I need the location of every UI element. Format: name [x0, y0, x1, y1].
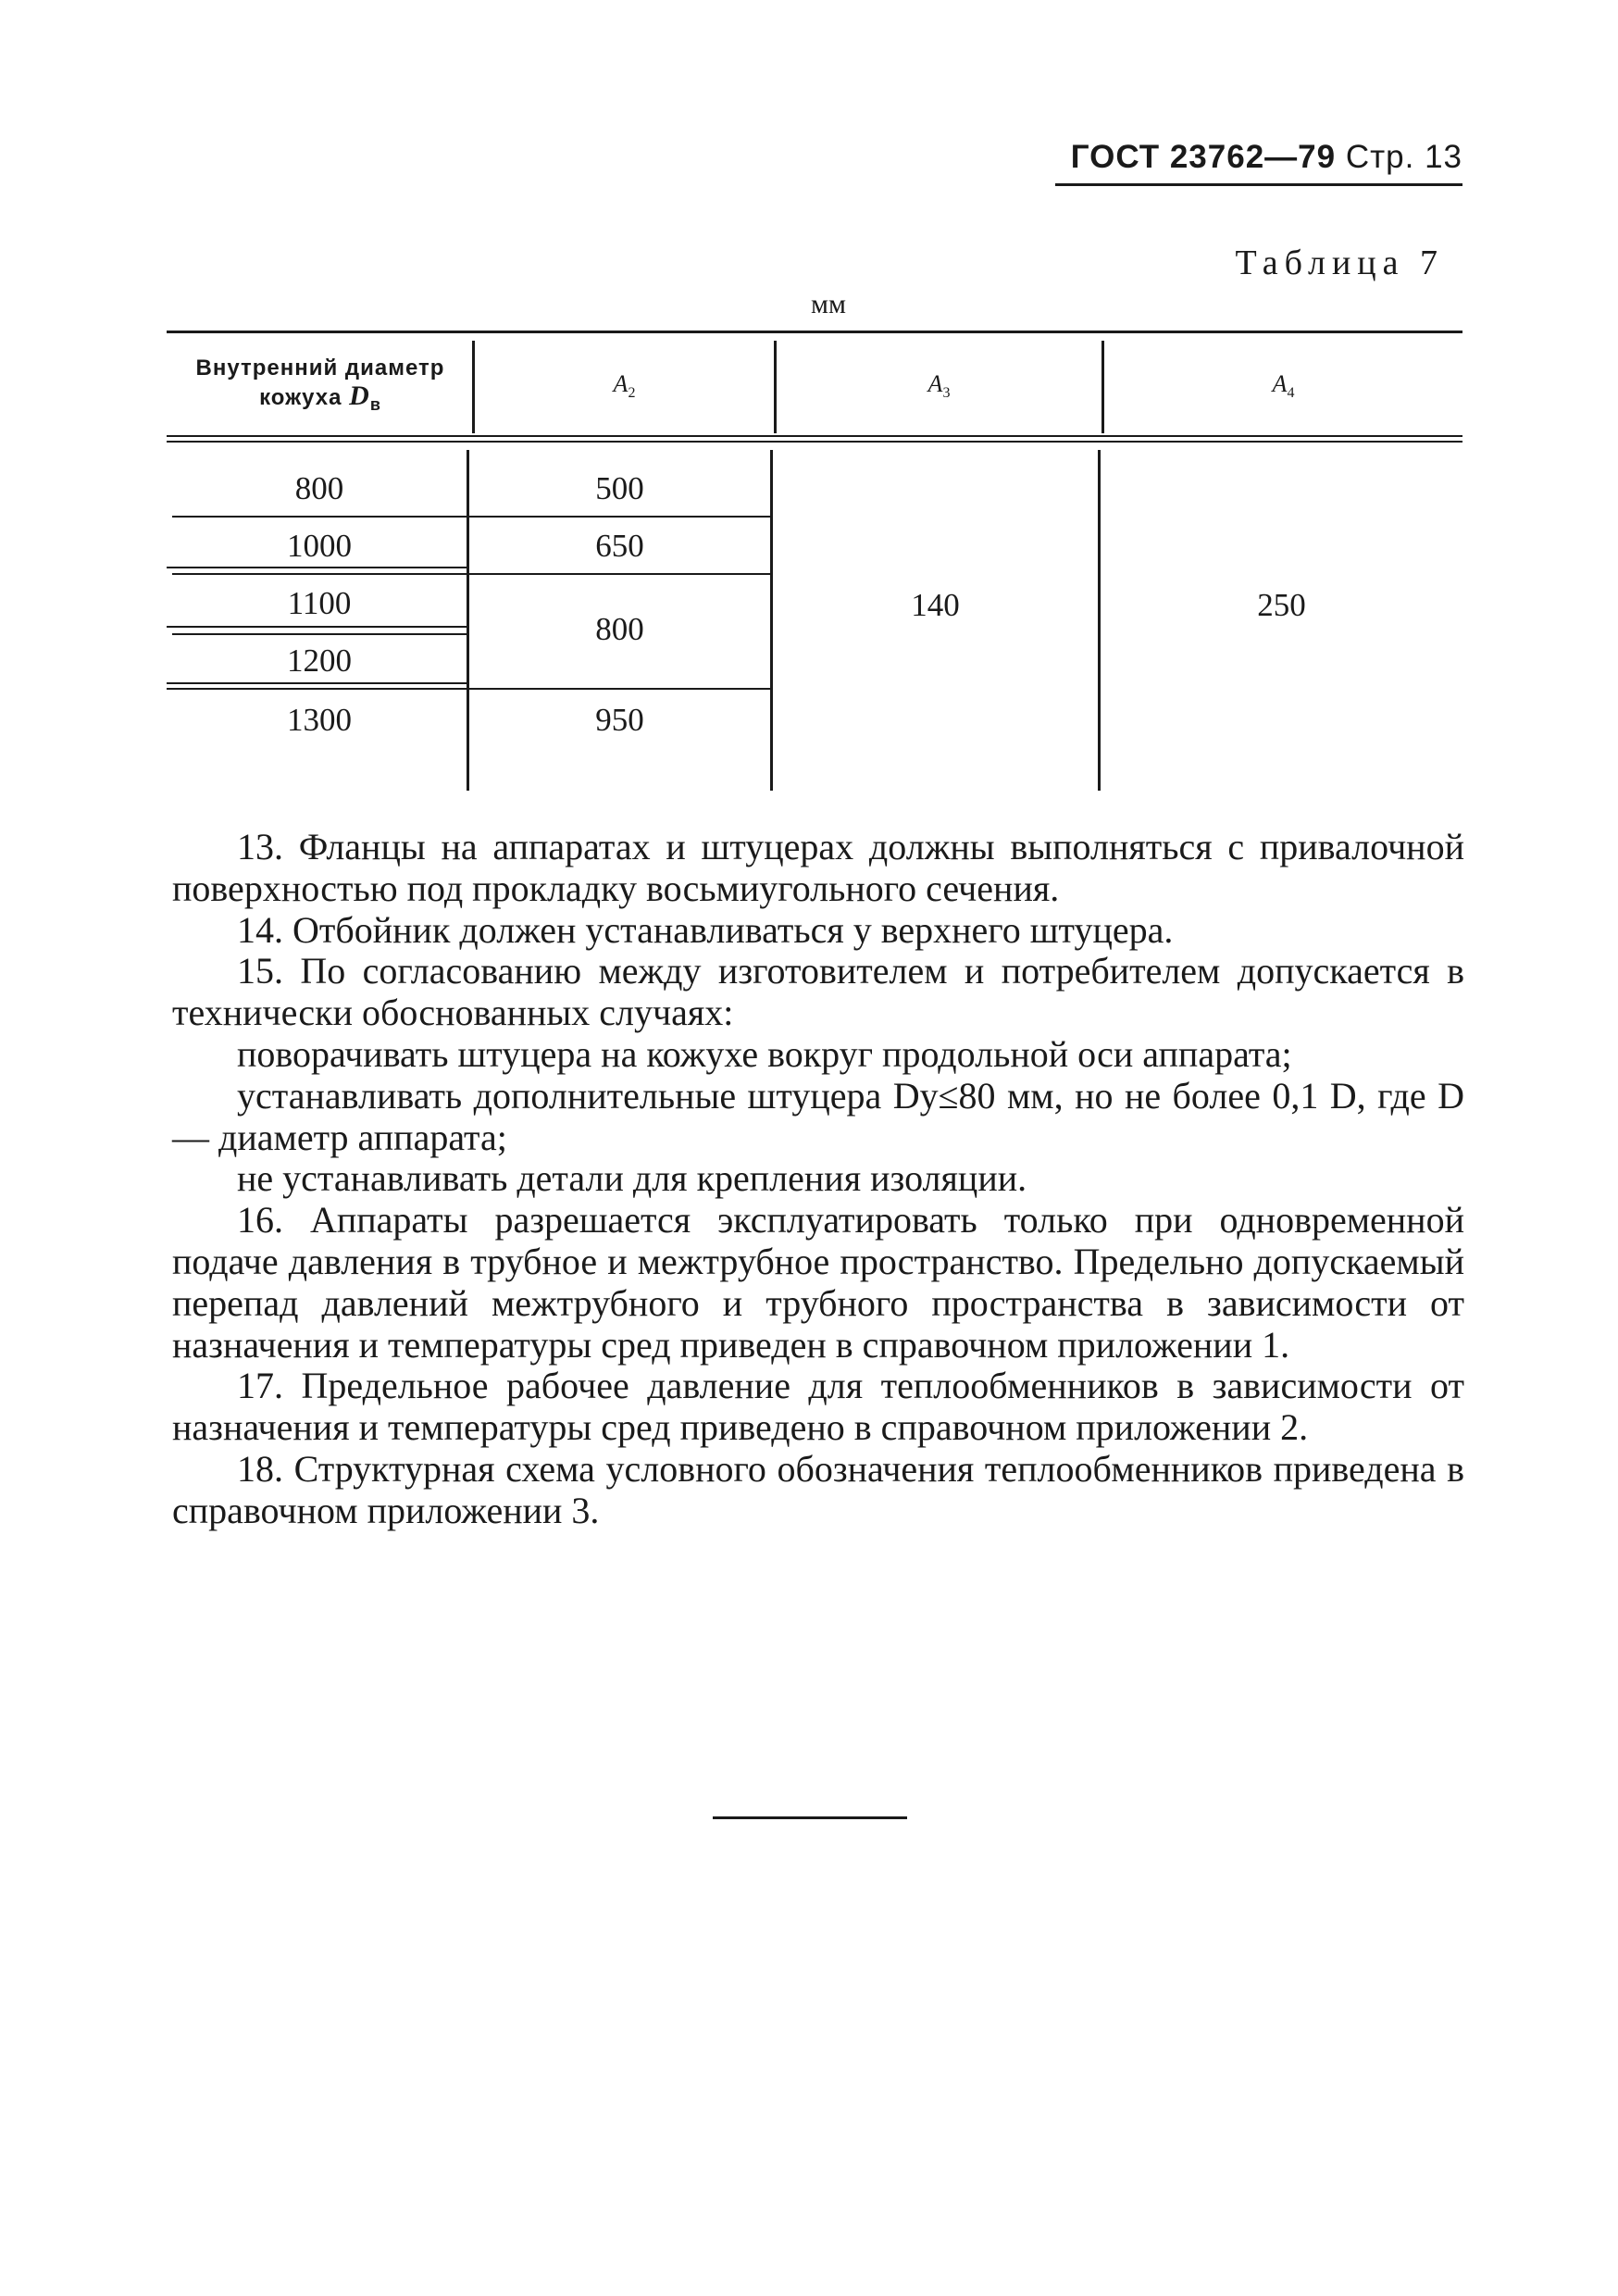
a2-cell: 500 — [595, 470, 644, 506]
row-rule — [469, 688, 770, 690]
header-diameter-symbol: D — [349, 381, 370, 411]
header-rule-2 — [167, 441, 1462, 443]
header-diameter-line2 — [172, 382, 468, 418]
row-rule — [167, 688, 467, 690]
a4-cell: 250 — [1257, 587, 1306, 623]
row-rule — [469, 573, 770, 575]
paragraph-15-item-2: устанавливать дополнительные штуцера Dу≤80 мм, но не более 0,1 D, где D — диаметр аппарата; — [172, 1074, 1464, 1158]
a2-cell: 800 — [595, 611, 644, 647]
header-a2-symbol: A — [613, 370, 629, 397]
header-a3-symbol: A — [927, 370, 943, 397]
paragraph-13: 13. Фланцы на аппаратах и штуцерах должны выполняться с привалочной поверхностью под прокладку восьмиугольного сечения. — [172, 826, 1464, 909]
header-a2-subscript: 2 — [628, 385, 636, 402]
header-rule-1 — [167, 435, 1462, 437]
diameter-cell: 800 — [294, 470, 344, 506]
row-rule — [167, 567, 467, 568]
header-diameter — [172, 355, 468, 418]
paragraph-16: 16. Аппараты разрешается эксплуатировать только при одновременной подаче давления в трубное и межтрубное пространство. Предельно допускаемый перепад давлений межтрубного и трубного пространства в зависимости от назначения и температуры сред приведен в справочном приложении 1. — [172, 1199, 1464, 1366]
end-rule — [713, 1816, 907, 1819]
diameter-cell: 1100 — [287, 585, 352, 621]
header-diameter-subscript: в — [369, 394, 381, 414]
a2-cell: 650 — [595, 528, 644, 564]
paragraph-15: 15. По согласованию между изготовителем и потребителем допускается в технически обоснованных случаях: — [172, 950, 1464, 1034]
a2-cell: 950 — [595, 702, 644, 738]
header-a4 — [1104, 370, 1462, 402]
row-rule — [167, 682, 467, 684]
row-rule — [172, 573, 467, 575]
row-rule — [167, 626, 467, 628]
header-a3 — [777, 370, 1101, 402]
row-rule — [469, 516, 770, 518]
header-a4-symbol: A — [1272, 370, 1288, 397]
header-diameter-line1: Внутренний диаметр — [195, 356, 445, 381]
header-diameter-word: кожуха — [259, 385, 342, 410]
a3-cell: 140 — [911, 587, 960, 623]
table-caption: Таблица 7 — [1235, 243, 1444, 282]
body-text — [172, 827, 1464, 1532]
header-a2 — [475, 370, 774, 402]
paragraph-15-item-1: поворачивать штуцера на кожухе вокруг продольной оси аппарата; — [237, 1032, 1292, 1075]
diameter-cell: 1300 — [287, 702, 352, 738]
table-top-rule — [167, 331, 1462, 333]
row-rule — [172, 516, 467, 518]
page-number: Стр. 13 — [1345, 139, 1462, 175]
standard-number: ГОСТ 23762—79 — [1070, 139, 1337, 175]
diameter-cell: 1000 — [287, 528, 352, 564]
header-a3-subscript: 3 — [942, 385, 951, 402]
paragraph-17: 17. Предельное рабочее давление для теплообменников в зависимости от назначения и температуры сред приведено в справочном приложении 2. — [172, 1365, 1464, 1449]
paragraph-18: 18. Структурная схема условного обозначения теплообменников приведена в справочном приложении 3. — [172, 1447, 1464, 1531]
row-rule — [172, 633, 467, 635]
diameter-cell: 1200 — [287, 643, 352, 679]
paragraph-15-item-3: не устанавливать детали для крепления изоляции. — [237, 1157, 1027, 1200]
paragraph-14: 14. Отбойник должен устанавливаться у верхнего штуцера. — [237, 908, 1174, 951]
header-a4-subscript: 4 — [1287, 385, 1295, 402]
table-units: мм — [811, 289, 846, 319]
